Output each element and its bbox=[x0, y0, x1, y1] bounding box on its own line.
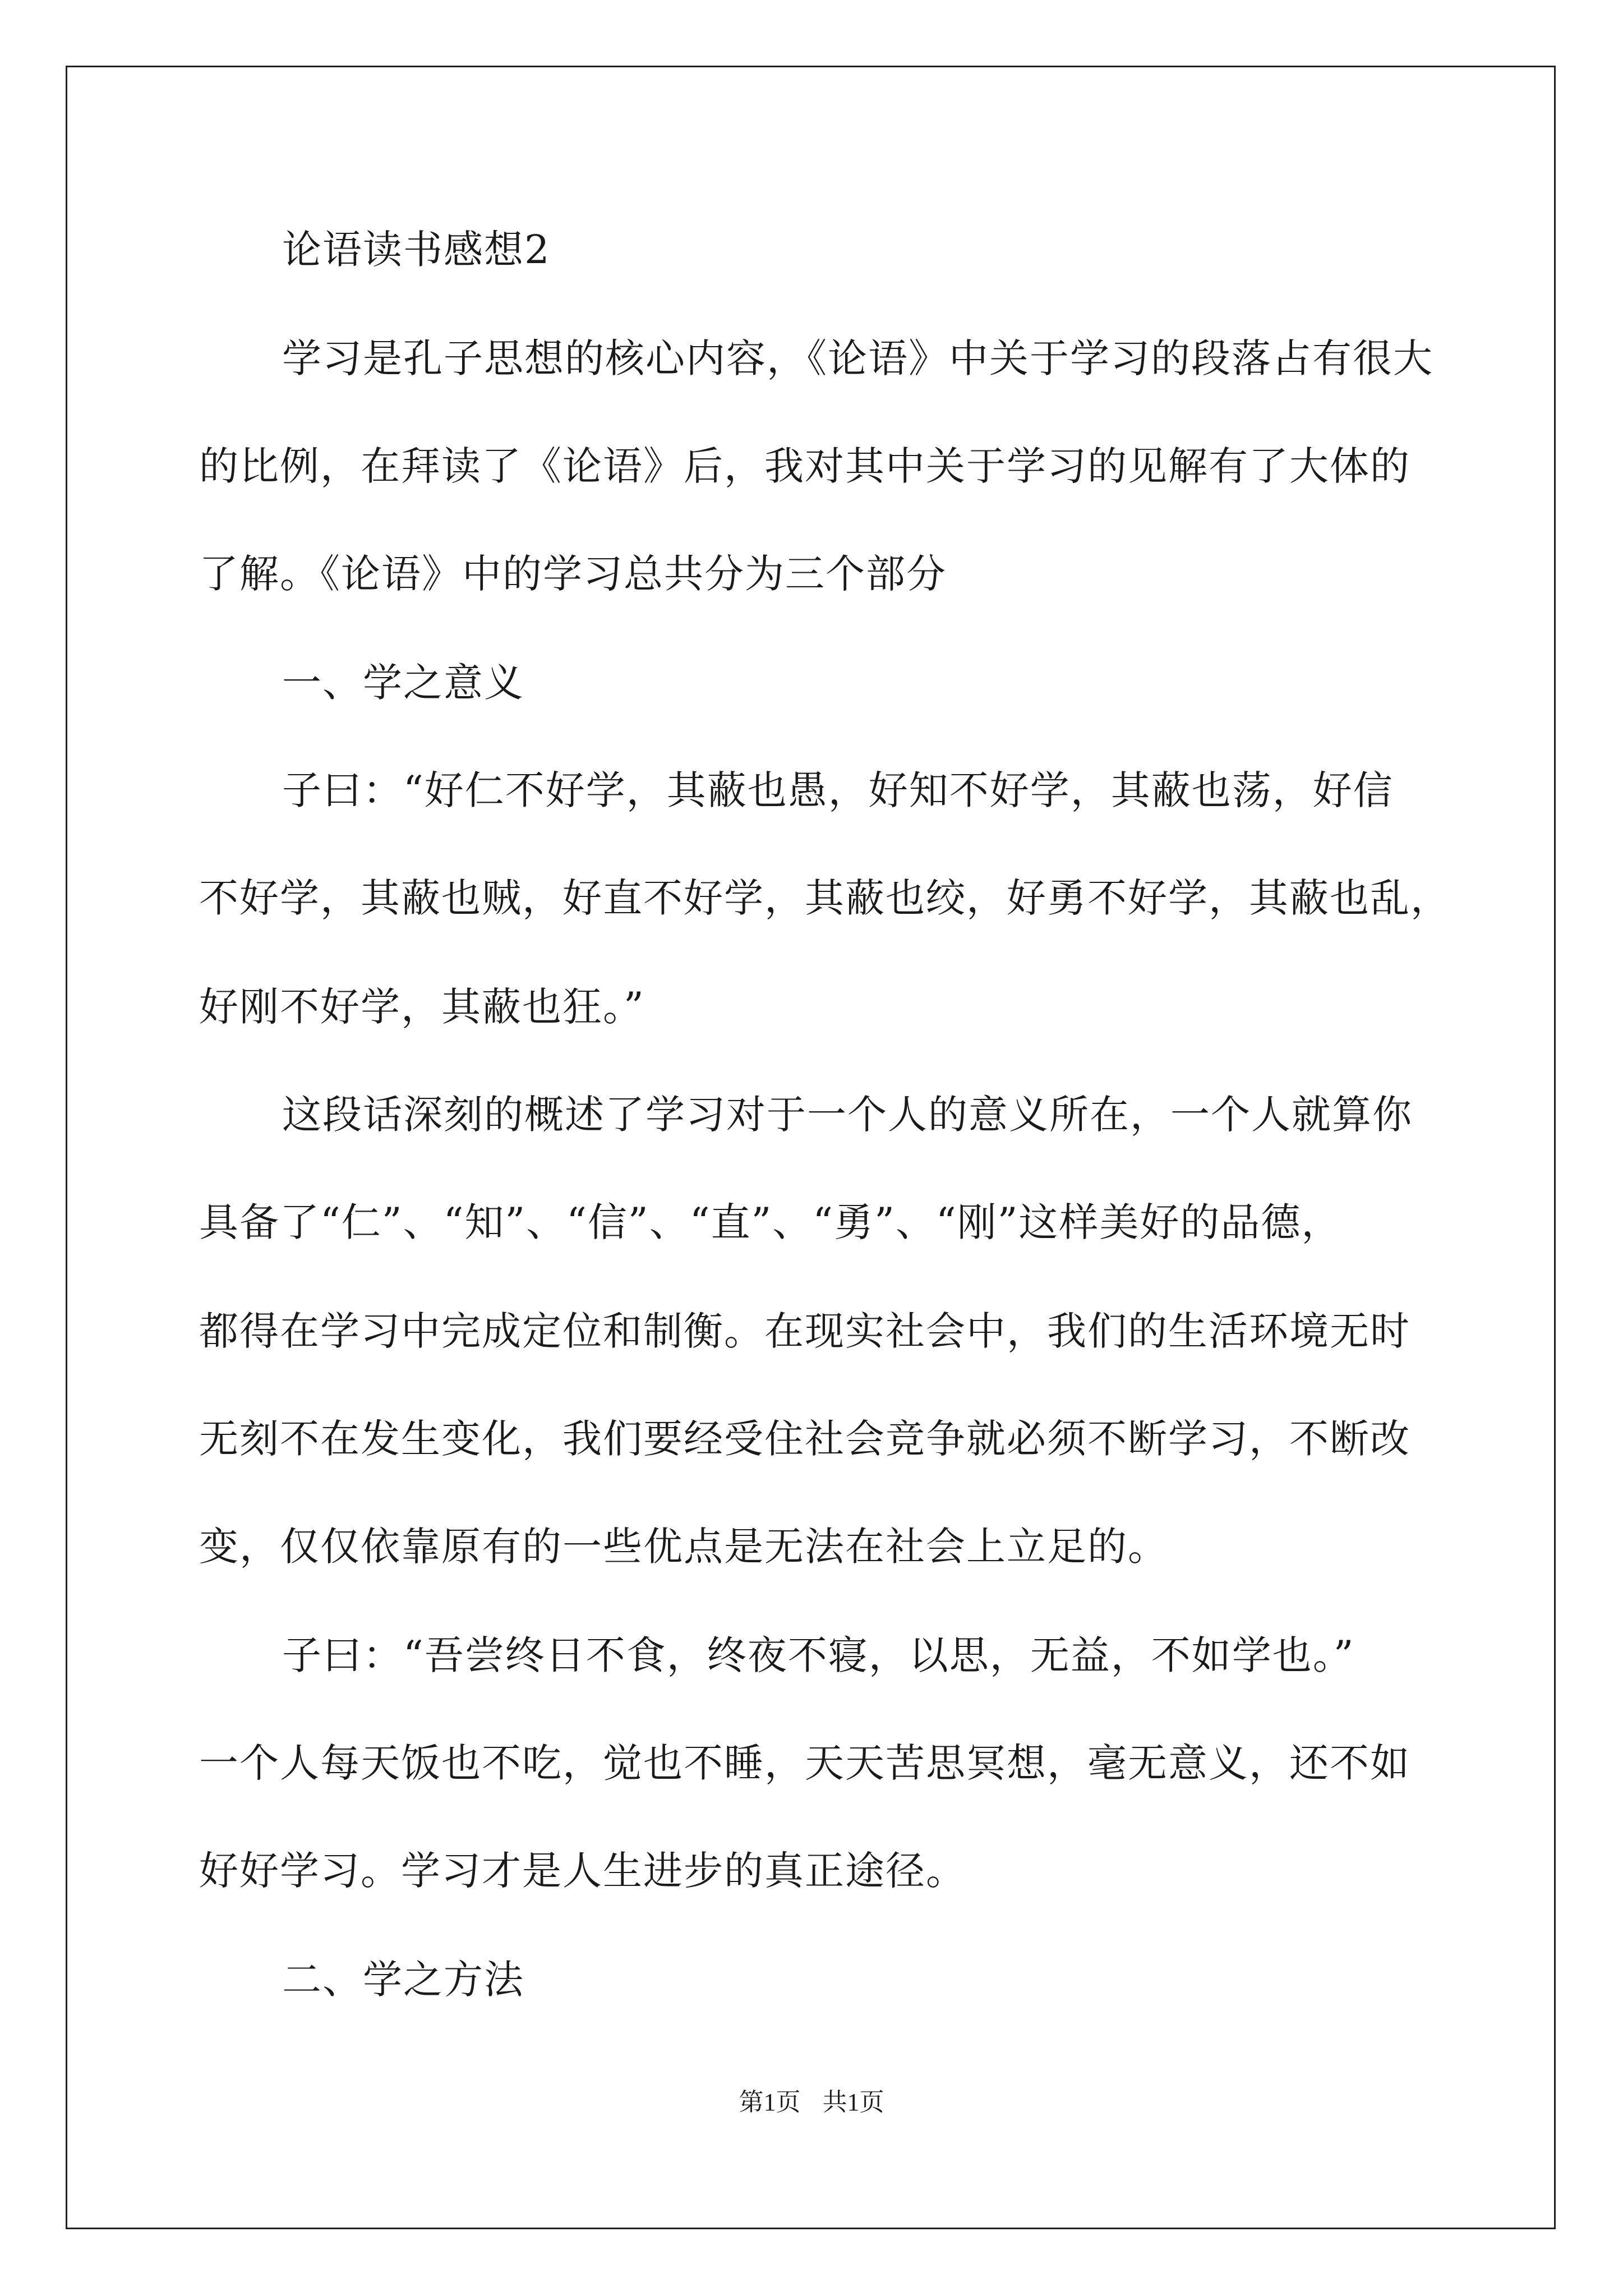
paragraph-line: 子曰：“吾尝终日不食，终夜不寝，以思，无益，不如学也。” bbox=[282, 1632, 1355, 1678]
page-footer bbox=[0, 2086, 1623, 2119]
paragraph-line: 变，仅仅依靠原有的一些优点是无法在社会上立足的。 bbox=[199, 1524, 1168, 1570]
page-number: 第1页 bbox=[739, 2088, 801, 2116]
page-border bbox=[66, 66, 1556, 2229]
paragraph-line: 子曰：“好仁不好学，其蔽也愚，好知不好学，其蔽也荡，好信 bbox=[282, 767, 1394, 813]
paragraph-line: 都得在学习中完成定位和制衡。在现实社会中，我们的生活环境无时 bbox=[199, 1308, 1410, 1354]
paragraph-line: 具备了“仁”、“知”、“信”、“直”、“勇”、“刚”这样美好的品德， bbox=[199, 1199, 1342, 1245]
paragraph-line: 一个人每天饭也不吃，觉也不睡，天天苦思冥想，毫无意义，还不如 bbox=[199, 1740, 1410, 1786]
page-total: 共1页 bbox=[822, 2088, 884, 2116]
paragraph-line: 这段话深刻的概述了学习对于一个人的意义所在，一个人就算你 bbox=[282, 1092, 1413, 1138]
section-heading: 二、学之方法 bbox=[282, 1957, 524, 2003]
section-heading: 一、学之意义 bbox=[282, 660, 524, 706]
paragraph-line: 好好学习。学习才是人生进步的真正途径。 bbox=[199, 1848, 966, 1894]
document-title: 论语读书感想2 bbox=[282, 227, 551, 273]
paragraph-line: 学习是孔子思想的核心内容，《论语》中关于学习的段落占有很大 bbox=[282, 335, 1433, 381]
paragraph-line: 好刚不好学，其蔽也狂。” bbox=[199, 984, 645, 1030]
paragraph-line: 的比例，在拜读了《论语》后，我对其中关于学习的见解有了大体的 bbox=[199, 443, 1410, 489]
paragraph-line: 不好学，其蔽也贼，好直不好学，其蔽也绞，好勇不好学，其蔽也乱， bbox=[199, 875, 1451, 921]
paragraph-line: 了解。《论语》中的学习总共分为三个部分 bbox=[199, 551, 947, 597]
paragraph-line: 无刻不在发生变化，我们要经受住社会竞争就必须不断学习，不断改 bbox=[199, 1416, 1410, 1462]
